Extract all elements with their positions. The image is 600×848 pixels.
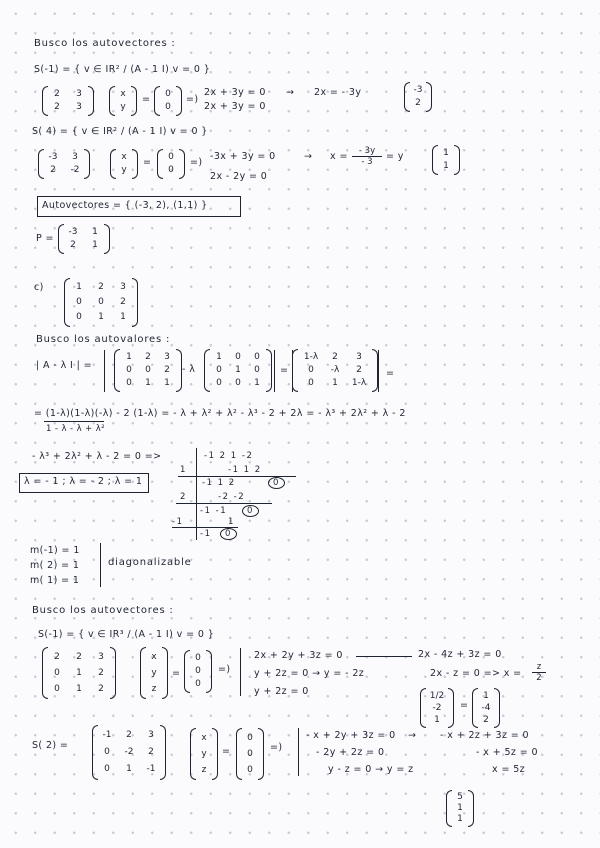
eig1-sys-line2: 2x + 3y = 0: [204, 101, 266, 112]
roots: λ = - 1 ; λ = - 2 ; λ = 1: [24, 476, 143, 487]
c-eig1-vec-a: 1/2 -2 1: [429, 691, 445, 725]
c-eig1-vec-b: 1 -4 2: [481, 691, 491, 725]
c-eig1-fraction: z 2: [532, 662, 546, 683]
det-expansion: = (1-λ)(1-λ)(-λ) - 2 (1-λ) = - λ + λ² + λ² - λ³ - 2 + 2λ = - λ³ + 2λ² + λ - 2: [34, 408, 406, 419]
eig2-sys-line2: 2x - 2y = 0: [210, 171, 268, 182]
c-eig2-vars: x y z: [198, 730, 210, 778]
ruffini-row4: -1: [200, 529, 212, 539]
ruffini-row2b: -2 -2: [218, 492, 246, 502]
multiplicity-bracket: [100, 543, 101, 587]
ruffini-coefs: -1 2 1 -2: [204, 451, 254, 461]
c-eig1-vars: x y z: [148, 649, 160, 697]
c-eig2-sys-3: y - z = 0 → y = z: [328, 764, 414, 775]
eq-sign: =: [222, 746, 231, 757]
ruffini-line2: [176, 503, 272, 504]
c-eig2-zero: 0 0 0: [244, 730, 256, 778]
multiplicity-1: m(-1) = 1: [30, 545, 80, 556]
heading-autovectores-1: Busco los autovectores :: [34, 38, 176, 49]
eig1-zero: 0 0: [162, 88, 174, 114]
expansion-under: 1 - λ - λ + λ²: [46, 424, 105, 434]
eig2-vector: 1 1: [440, 147, 452, 173]
eq-sign: =: [142, 94, 151, 105]
c-eig2-sys-1: - x + 2y + 3z = 0: [306, 730, 396, 741]
ruffini-root1: 1: [180, 465, 187, 475]
c-eig2-right-2: - x + 5z = 0: [476, 747, 538, 758]
eig1-matrix: 2 3 2 3: [50, 88, 86, 114]
c-eig1-matrix: 2 2 3 0 1 2 0 1 2: [50, 649, 108, 697]
ruffini-rem1: 0: [268, 477, 285, 489]
det-bar-left: [104, 350, 105, 392]
eig1-vars: x y: [117, 88, 129, 114]
eig1-vector: -3 2: [413, 85, 423, 108]
eq-sign: =: [172, 668, 181, 679]
implies-sign: =): [190, 157, 203, 168]
det-identity-matrix: 1 0 0 0 1 0 0 0 1: [212, 351, 264, 390]
c-eig2-right-1: - x + 2z + 3z = 0: [440, 730, 529, 741]
eigenspace-minus1-definition: S(-1) = { v ∈ IR² / (A - 1 I) v = 0 }: [34, 64, 211, 75]
eig2-result-post: = y: [386, 151, 404, 162]
ruffini-row3: -1 -1: [200, 506, 228, 516]
implies-sign: =): [218, 664, 231, 675]
c-eig2-sys-2: - 2y + 2z = 0: [316, 747, 385, 758]
det-result-matrix: 1-λ 2 3 0 -λ 2 0 1 1-λ: [300, 351, 370, 390]
eig2-vars: x y: [118, 151, 130, 177]
ruffini-rem2: 0: [242, 505, 259, 517]
eigenspace-4-definition: S( 4) = { v ∈ IR² / (A - 1 I) v = 0 }: [32, 126, 208, 137]
det-bar-right: [274, 350, 275, 392]
implies-sign: =): [186, 94, 199, 105]
c-eig1-sys-2: y + 2z = 0 → y = - 2z: [254, 668, 365, 679]
heading-autovalores: Busco los autovalores :: [36, 334, 171, 345]
multiplicity-3: m( 1) = 1: [30, 575, 80, 586]
c-matrix: 1 2 3 0 0 2 0 1 1: [72, 280, 130, 325]
eig1-sys-line1: 2x + 3y = 0: [204, 87, 266, 98]
eig2-matrix: -3 3 2 -2: [46, 151, 82, 177]
eig2-fraction: - 3y - 3: [352, 146, 382, 167]
eig2-sys-line1: -3x + 3y = 0: [210, 151, 276, 162]
det-A-matrix: 1 2 3 0 0 2 0 1 1: [122, 351, 174, 390]
c-eig1-sys-3: y + 2z = 0: [254, 686, 309, 697]
ruffini-rem3: 0: [220, 528, 237, 540]
ruffini-root3: -1: [172, 517, 184, 527]
c-eig1-sys-brace: [240, 648, 241, 696]
p-label: P =: [36, 233, 54, 244]
c-eig2-matrix: -1 2 3 0 -2 2 0 1 -1: [100, 727, 158, 778]
c-eig1-arrow: [356, 656, 412, 657]
eq-sign: =: [143, 157, 152, 168]
ruffini-root2: 2: [180, 492, 187, 502]
part-c-label: c): [34, 282, 44, 293]
c-eig2-vector: 5 1 1: [454, 792, 466, 825]
characteristic-polynomial: - λ³ + 2λ² + λ - 2 = 0 =>: [32, 451, 162, 462]
expansion-underline: [44, 421, 104, 422]
ruffini-row3b: 1: [228, 517, 235, 527]
c-eig1-zero: 0 0 0: [192, 652, 204, 691]
c-eigenspace-minus1: S(-1) = { v ∈ IR³ / (A - 1 I) v = 0 }: [38, 629, 215, 640]
heading-autovectores-2: Busco los autovectores :: [32, 605, 174, 616]
c-eigenspace-2: S( 2) =: [32, 740, 69, 751]
c-eig2-right-3: x = 5z: [492, 764, 526, 775]
multiplicity-2: m( 2) = 1: [30, 560, 80, 571]
det-eq: =: [280, 365, 289, 376]
det-tail: =: [386, 368, 395, 379]
det-minus-lambda: - λ: [182, 364, 196, 375]
c-eig1-sys-1: 2x + 2y + 3z = 0: [254, 650, 343, 661]
ruffini-row1b: -1 1 2: [228, 465, 262, 475]
c-eig1-right-2: 2x - z = 0 => x =: [430, 668, 522, 679]
arrow: →: [408, 730, 417, 741]
implies-sign: =): [270, 742, 283, 753]
c-eig1-right-1: 2x - 4z + 3z = 0: [418, 649, 502, 660]
det-lhs: | A - λ I | =: [36, 360, 93, 371]
c-eig1-eq: =: [460, 700, 469, 711]
arrow: →: [304, 151, 313, 162]
diagonalizable-label: diagonalizable: [108, 557, 192, 568]
arrow: →: [286, 87, 295, 98]
det2-bar-right: [378, 350, 379, 392]
p-matrix: -3 1 2 1: [66, 226, 102, 252]
eig1-result: 2x = - 3y: [314, 87, 362, 98]
eig2-result-pre: x =: [330, 151, 348, 162]
ruffini-row2: -1 1 2: [202, 478, 236, 488]
autovectores-result: Autovectores = { (-3, 2), (1,1) }: [42, 200, 208, 211]
eig2-zero: 0 0: [165, 151, 177, 177]
c-eig2-sys-brace: [298, 728, 299, 776]
